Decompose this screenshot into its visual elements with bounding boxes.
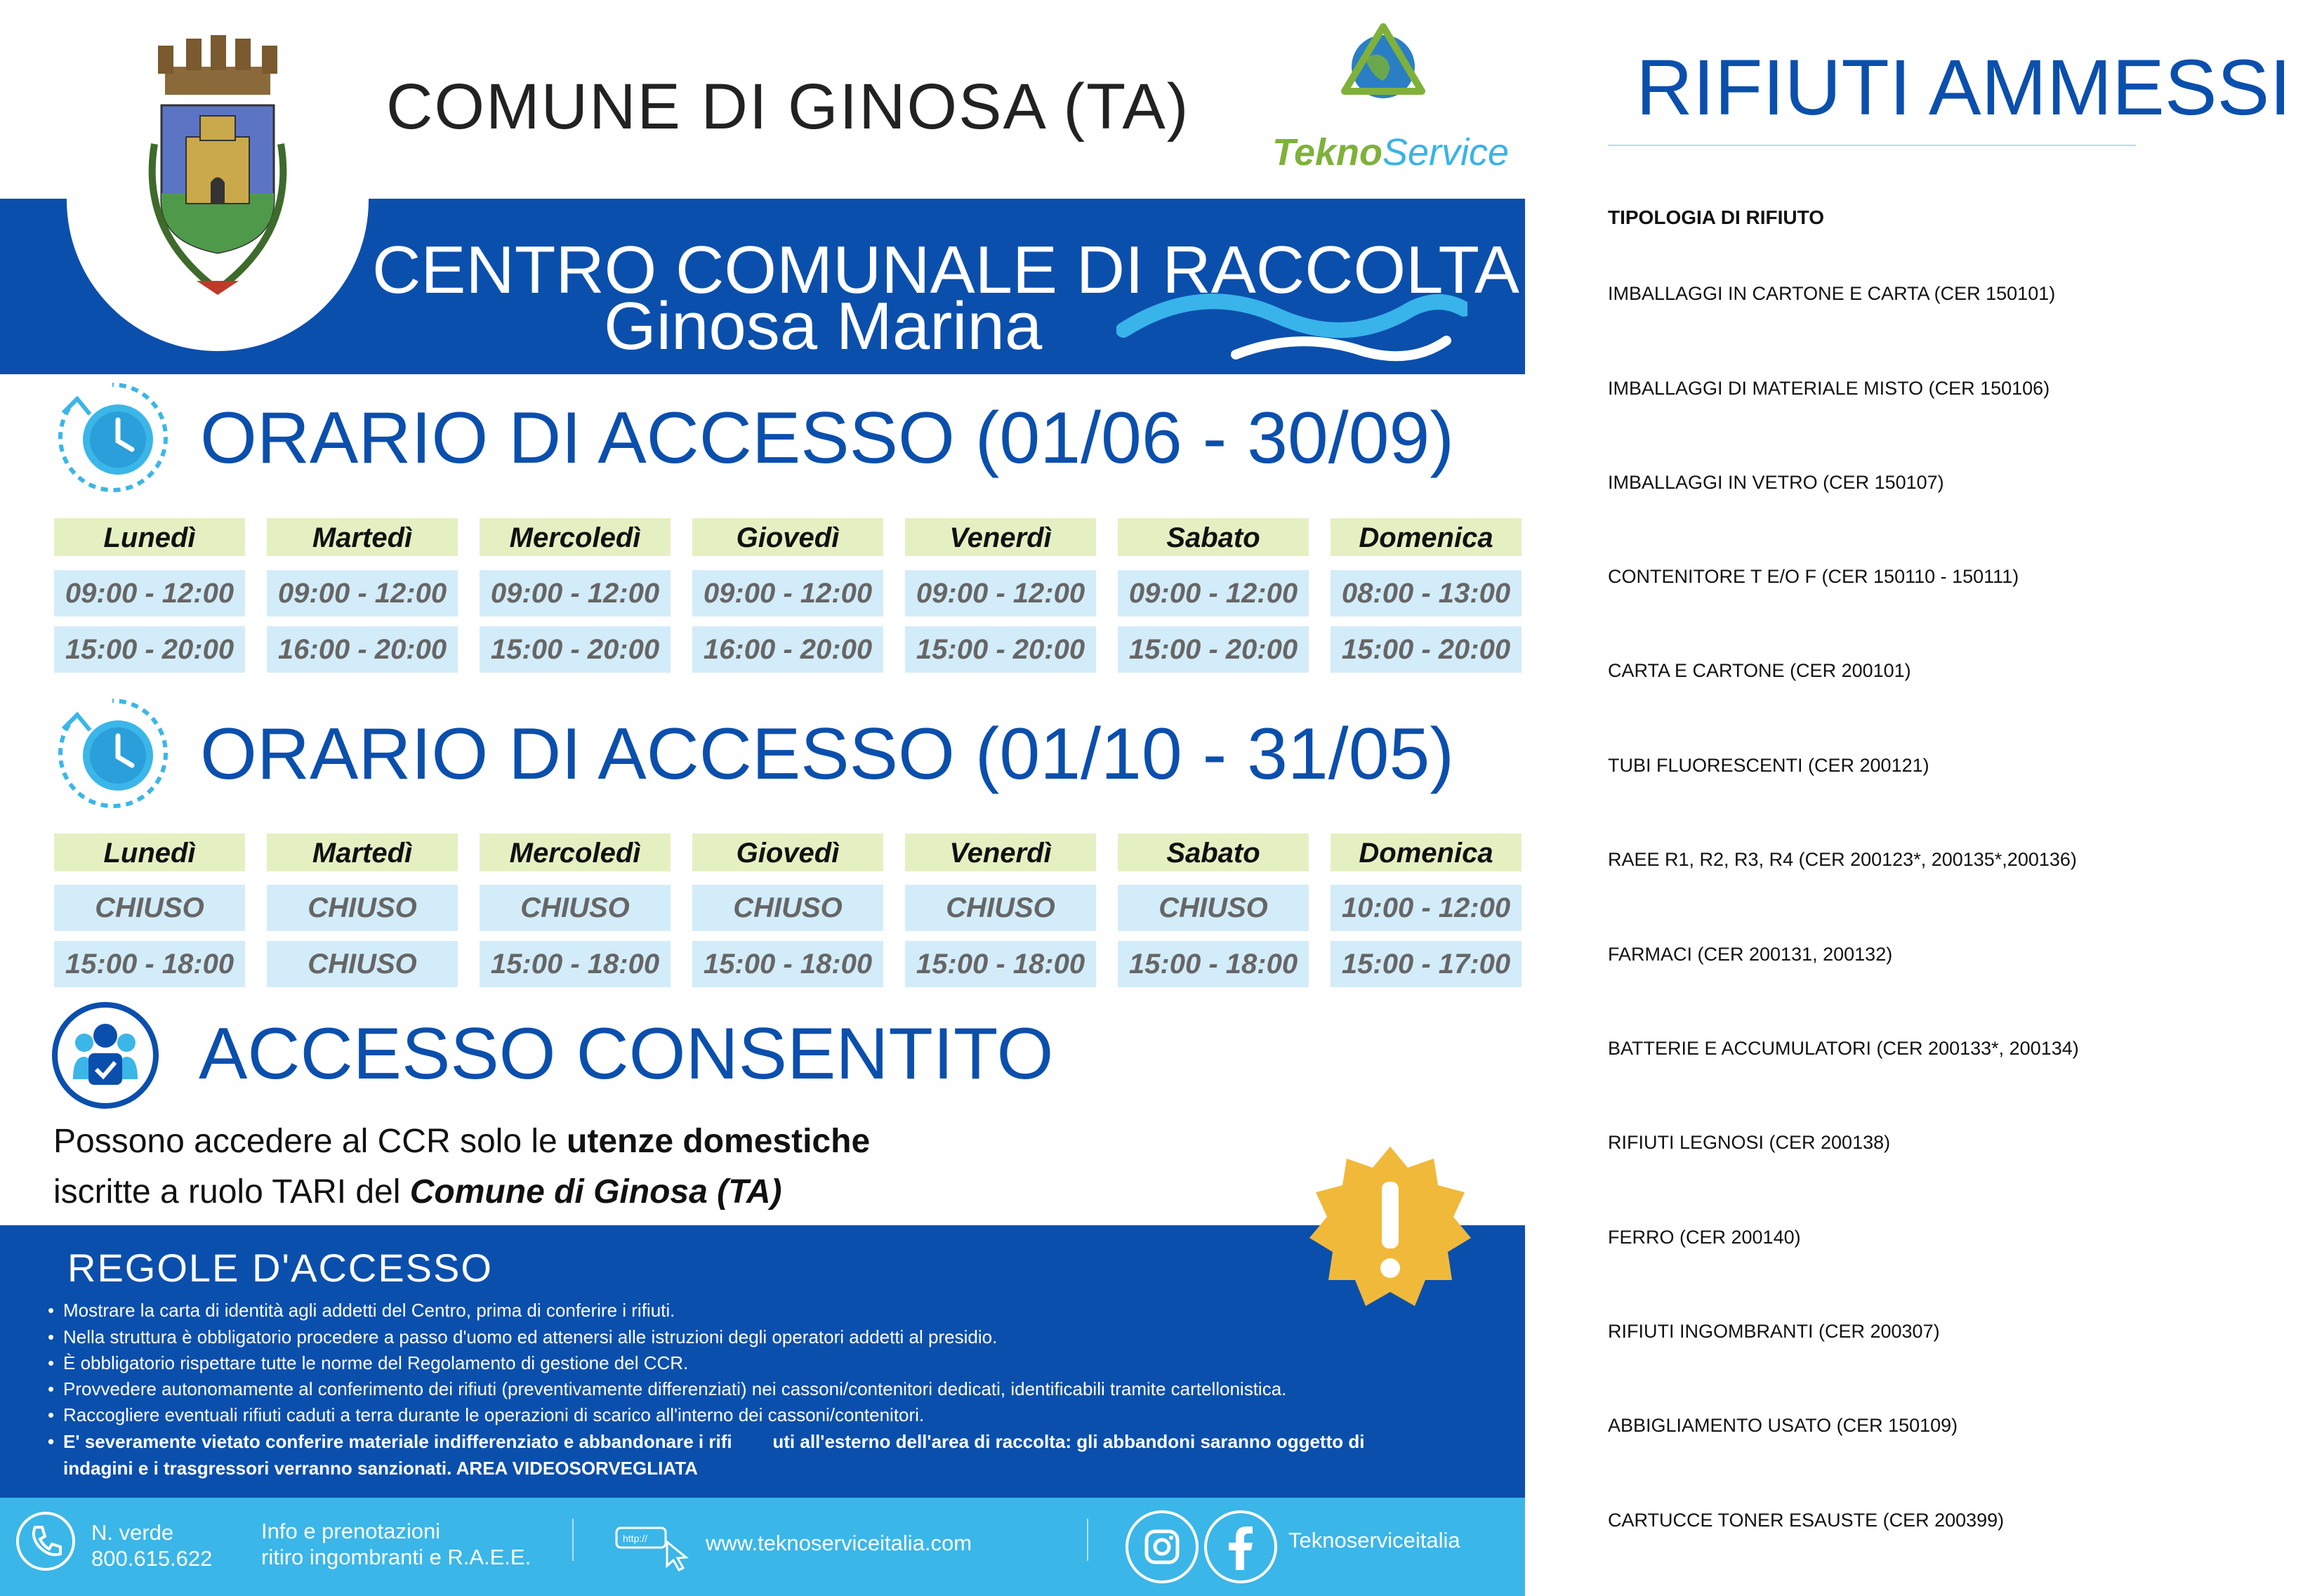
time-slot: 08:00 - 13:00 (1331, 570, 1522, 616)
time-slot: 15:00 - 20:00 (1331, 626, 1522, 673)
waste-type-item: CONTENITORE T E/O F (CER 150110 - 150111) (1608, 566, 2019, 587)
waste-type-item: IMBALLAGGI IN CARTONE E CARTA (CER 150101) (1608, 283, 2056, 304)
day-label: Giovedì (692, 833, 883, 871)
time-slot: 15:00 - 20:00 (1118, 626, 1309, 673)
time-slot: 15:00 - 17:00 (1331, 941, 1522, 987)
rule-item-warning-cont: indagini e i trasgressori verranno sanzionati. AREA VIDEOSORVEGLIATA (63, 1458, 698, 1479)
day-label: Sabato (1118, 833, 1309, 871)
footer-divider (1087, 1519, 1088, 1561)
time-slot: 09:00 - 12:00 (692, 570, 883, 616)
waste-type-item: ABBIGLIAMENTO USATO (CER 150109) (1608, 1415, 1958, 1436)
day-label: Martedì (267, 833, 458, 871)
day-label: Mercoledì (480, 833, 671, 871)
rifiuti-column-header: TIPOLOGIA DI RIFIUTO (1608, 206, 1824, 228)
waste-type-item: RAEE R1, R2, R3, R4 (CER 200123*, 200135*,200136) (1608, 849, 2077, 870)
rule-item: • Raccogliere eventuali rifiuti caduti a terra durante le operazioni di scarico all'interno dei cassoni/contenitori. (63, 1404, 924, 1426)
time-slot: 09:00 - 12:00 (267, 570, 458, 616)
time-slot: CHIUSO (267, 885, 458, 931)
facebook-icon[interactable] (1202, 1508, 1279, 1585)
users-check-icon (51, 1001, 160, 1110)
winter-heading: ORARIO DI ACCESSO (01/10 - 31/05) (200, 713, 1454, 795)
time-slot: 15:00 - 20:00 (480, 626, 671, 673)
time-slot: 15:00 - 18:00 (692, 941, 883, 987)
day-label: Venerdì (905, 518, 1096, 556)
coat-of-arms-icon (112, 18, 323, 327)
rule-item: • Provvedere autonomamente al conferimento dei rifiuti (preventivamente differenziati) nei cassoni/contenitori dedicati, identificabili tramite cartellonistica. (63, 1378, 1286, 1400)
rule-item: • Nella struttura è obbligatorio procedere a passo d'uomo ed attenersi alle istruzioni degli operatori addetti al presidio. (63, 1326, 997, 1348)
time-slot: 15:00 - 18:00 (480, 941, 671, 987)
waste-type-item: FERRO (CER 200140) (1608, 1227, 1801, 1248)
access-line-2: iscritte a ruolo TARI del Comune di Ginosa (TA) (53, 1173, 782, 1211)
waste-type-item: TUBI FLUORESCENTI (CER 200121) (1608, 755, 1929, 776)
wave-icon (1116, 288, 1467, 365)
rule-item: • È obbligatorio rispettare tutte le norme del Regolamento di gestione del CCR. (63, 1352, 688, 1374)
website-link[interactable]: www.teknoserviceitalia.com (706, 1531, 972, 1555)
clock-icon (49, 694, 176, 813)
time-slot: 15:00 - 18:00 (1118, 941, 1309, 987)
day-label: Venerdì (905, 833, 1096, 871)
warning-badge-icon (1306, 1143, 1474, 1312)
time-slot: 09:00 - 12:00 (905, 570, 1096, 616)
time-slot: 16:00 - 20:00 (692, 626, 883, 673)
time-slot: 09:00 - 12:00 (54, 570, 245, 616)
day-label: Martedì (267, 518, 458, 556)
day-label: Lunedì (54, 833, 245, 871)
time-slot: CHIUSO (905, 885, 1096, 931)
centro-title: CENTRO COMUNALE DI RACCOLTA (372, 232, 1519, 308)
time-slot: CHIUSO (1118, 885, 1309, 931)
svg-text:http://: http:// (623, 1533, 648, 1544)
phone-icon (14, 1510, 77, 1573)
waste-type-item: RIFIUTI INGOMBRANTI (CER 200307) (1608, 1321, 1940, 1342)
waste-type-item: CARTUCCE TONER ESAUSTE (CER 200399) (1608, 1510, 2005, 1531)
time-slot: 09:00 - 12:00 (480, 570, 671, 616)
title-underline (1608, 145, 2136, 146)
day-label: Giovedì (692, 518, 883, 556)
waste-type-item: BATTERIE E ACCUMULATORI (CER 200133*, 200134) (1608, 1038, 2079, 1059)
teknoservice-logo-text: TeknoService (1272, 131, 1510, 173)
summer-heading: ORARIO DI ACCESSO (01/06 - 30/09) (200, 397, 1454, 479)
rifiuti-title: RIFIUTI AMMESSI (1636, 44, 2292, 131)
centro-subtitle: Ginosa Marina (604, 289, 1043, 364)
recycle-globe-icon (1338, 21, 1429, 112)
rules-title: REGOLE D'ACCESSO (67, 1246, 493, 1290)
access-heading: ACCESSO CONSENTITO (199, 1013, 1054, 1095)
instagram-icon[interactable] (1123, 1508, 1201, 1585)
time-slot: CHIUSO (54, 885, 245, 931)
time-slot: 15:00 - 20:00 (54, 626, 245, 673)
day-label: Domenica (1331, 833, 1522, 871)
social-handle[interactable]: Teknoserviceitalia (1288, 1528, 1460, 1552)
waste-type-item: IMBALLAGGI DI MATERIALE MISTO (CER 150106) (1608, 378, 2050, 399)
access-line-1: Possono accedere al CCR solo le utenze domestiche (53, 1123, 871, 1160)
info-line-2: ritiro ingombranti e R.A.E.E. (261, 1545, 532, 1569)
time-slot: 09:00 - 12:00 (1118, 570, 1309, 616)
toll-free-label: N. verde (91, 1520, 174, 1545)
day-label: Sabato (1118, 518, 1309, 556)
time-slot: 15:00 - 18:00 (905, 941, 1096, 987)
toll-free-number[interactable]: 800.615.622 (91, 1546, 213, 1571)
time-slot: 10:00 - 12:00 (1331, 885, 1522, 931)
web-cursor-icon (614, 1522, 692, 1571)
info-line-1: Info e prenotazioni (261, 1519, 441, 1543)
clock-icon (49, 378, 176, 497)
waste-type-item: IMBALLAGGI IN VETRO (CER 150107) (1608, 472, 1944, 493)
day-label: Domenica (1331, 518, 1522, 556)
comune-title: COMUNE DI GINOSA (TA) (386, 71, 1190, 143)
time-slot: CHIUSO (480, 885, 671, 931)
time-slot: 15:00 - 20:00 (905, 626, 1096, 673)
rule-item-warning: • E' severamente vietato conferire materiale indifferenziato e abbandonare i rifi uti all'esterno dell'area di raccolta: gli abbandoni saranno oggetto di (63, 1431, 1364, 1453)
footer-divider (572, 1519, 574, 1561)
day-label: Lunedì (54, 518, 245, 556)
waste-type-item: FARMACI (CER 200131, 200132) (1608, 944, 1893, 965)
day-label: Mercoledì (480, 518, 671, 556)
time-slot: CHIUSO (267, 941, 458, 987)
time-slot: 16:00 - 20:00 (267, 626, 458, 673)
waste-type-item: RIFIUTI LEGNOSI (CER 200138) (1608, 1132, 1891, 1153)
time-slot: CHIUSO (692, 885, 883, 931)
waste-type-item: CARTA E CARTONE (CER 200101) (1608, 660, 1911, 681)
time-slot: 15:00 - 18:00 (54, 941, 245, 987)
rule-item: • Mostrare la carta di identità agli addetti del Centro, prima di conferire i rifiuti. (63, 1300, 675, 1321)
